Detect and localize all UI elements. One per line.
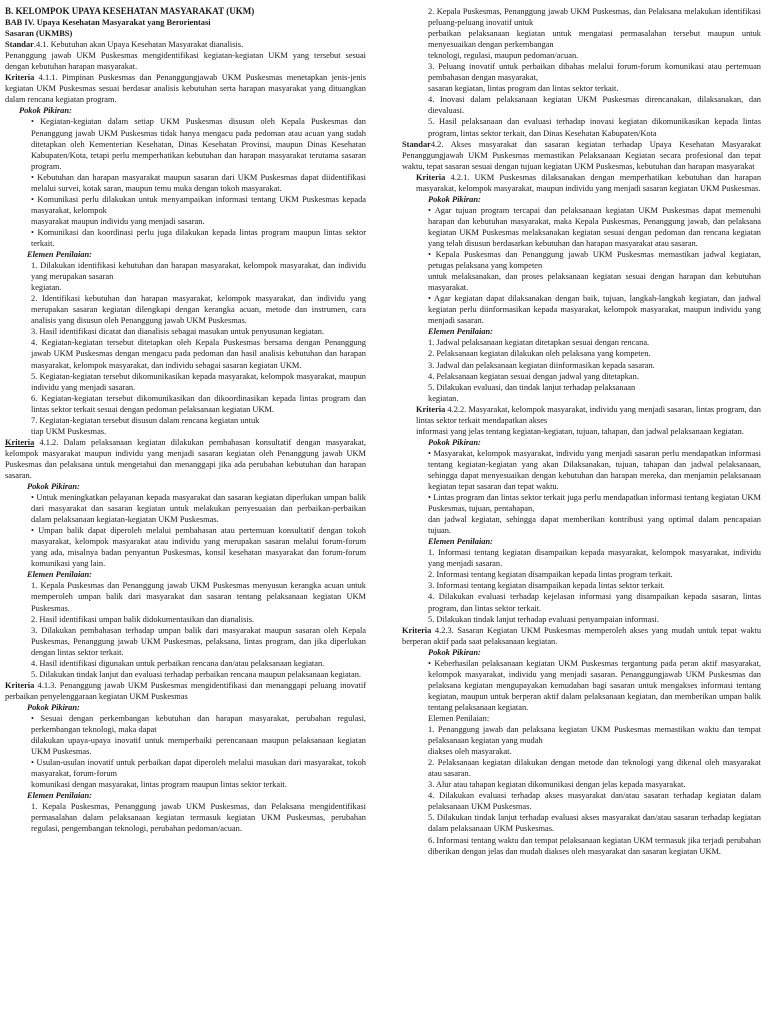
elemen-item: 5. Hasil pelaksanaan dan evaluasi terhadap inovasi kegiatan dikomunikasikan kepada lintas program, lintas sektor terkait, dan Dinas Kesehatan Kabupaten/Kota (428, 117, 761, 138)
elemen-item: 3. Jadwal dan pelaksanaan kegiatan diinformasikan kepada sasaran. (428, 360, 655, 370)
elemen-item: 1. Informasi tentang kegiatan disampaikan kepada masyarakat, kelompok masyarakat, individu yang menjadi sasaran. (428, 548, 761, 569)
elemen-item: 2. Kepala Puskesmas, Penanggung jawab UKM Puskesmas, dan Pelaksana melakukan identifikasi peluang-peluang inovatif untuk (428, 7, 761, 28)
elemen-item: 4. Dilakukan evaluasi terhadap akses masyarakat dan/atau sasaran terhadap kegiatan dalam pelaksanaan UKM Puskesmas. (428, 791, 761, 812)
pokok-pikiran-label: Pokok Pikiran: (27, 702, 80, 712)
pokok-pikiran-item: • Umpan balik dapat diperoleh melalui pembahasan atau pertemuan konsultatif dengan tokoh masyarakat, kelompok masyarakat atau individu yang merupakan sasaran melalui forum-forum yang ada, misalnya badan penyantun Puskesmas, konsil kesehatan masyarakat dan forum-forum komunikasi yang lain. (31, 526, 366, 569)
elemen-item: 2. Identifikasi kebutuhan dan harapan masyarakat, kelompok masyarakat, dan individu yang merupakan sasaran kegiatan dilengkapi dengan kerangka acuan, metode dan instrumen, cara analisis yang disusun oleh Penanggung jawab UKM Puskesmas. (31, 294, 366, 326)
pokok-pikiran-item: • Masyarakat, kelompok masyarakat, individu yang menjadi sasaran perlu mendapatkan informasi tentang kegiatan-kegiatan yang akan Dilaksanakan, tujuan, tahapan dan jadwal pelaksanaan, sehingga dapat menyesuaikan dengan kebutuhan dan harapan mereka, dan menjamin pelaksanaan kegiatan tepat sasaran dan tepat waktu. (428, 448, 761, 492)
pokok-pikiran-item: • Komunikasi dan koordinasi perlu juga dilakukan kepada lintas program maupun lintas sektor terkait. (31, 227, 366, 248)
pokok-pikiran-item: • Usulan-usulan inovatif untuk perbaikan dapat diperoleh melalui masukan dari masyarakat, tokoh masyarakat, forum-forum (31, 758, 366, 779)
elemen-item: 4. Inovasi dalam pelaksanaan kegiatan UKM Puskesmas direncanakan, dilaksanakan, dan dievaluasi. (428, 95, 761, 116)
criteria-4-1-2 (5, 437, 366, 481)
elemen-item: 5. Dilakukan tindak lanjut terhadap evaluasi akses masyarakat dan/atau sasaran terhadap kegiatan dalam pelaksanaan UKM Puskesmas. (428, 813, 761, 834)
elemen-item: 4. Dilakukan evaluasi terhadap kejelasan informasi yang disampaikan kepada sasaran, lintas program, dan lintas sektor terkait. (428, 592, 761, 613)
criteria-label: Kriteria (416, 404, 446, 414)
standard-body: Penanggung jawab UKM Puskesmas mengidentifikasi kegiatan-kegiatan UKM yang tersebut sesuai dengan kebutuhan harapan masyarakat. (5, 51, 366, 72)
elemen-item: kegiatan. (31, 283, 62, 293)
criteria-text-cont: informasi yang jelas tentang kegiatan-kegiatan, tujuan, tahapan, dan jadwal pelaksanaan kegiatan. (416, 426, 744, 436)
criteria-text: 4.1.3. Penanggung jawab UKM Puskesmas mengidentifikasi dan menanggapi peluang inovatif perbaikan penyelenggaraan kegiatan UKM Puskesmas (5, 680, 366, 701)
elemen-item: 2. Informasi tentang kegiatan disampaikan kepada lintas program terkait. (428, 570, 673, 580)
standard-4-1 (5, 39, 366, 50)
pokok-pikiran-item: untuk melaksanakan, dan proses pelaksanaan kegiatan sesuai dengan harapan dan kebutuhan masyarakat. (428, 272, 761, 293)
criteria-text: 4.1.2. Dalam pelaksanaan kegiatan dilakukan pembahasan konsultatif dengan masyarakat, kelompok masyarakat maupun individu yang menjadi sasaran kegiatan oleh Penanggung jawab UKM Puskesmas dan pelaksana untuk mengetahui dan menanggapi jika ada perubahan kebutuhan dan harapan sasaran. (5, 437, 366, 480)
elemen-item: 2. Hasil identifikasi umpan balik didokumentasikan dan dianalisis. (31, 614, 255, 624)
criteria-4-2-3 (402, 625, 761, 647)
elemen-item: 5. Kegiatan-kegiatan tersebut dikomunikasikan kepada masyarakat, kelompok masyarakat, maupun individu yang menjadi sasaran. (31, 371, 366, 392)
elemen-item: teknologi, regulasi, maupun pedoman/acuan. (428, 51, 579, 61)
elemen-item: kegiatan. (428, 393, 459, 403)
elemen-item: 5. Dilakukan tindak lanjut dan evaluasi terhadap perbaikan rencana maupun pelaksanaan kegiatan. (31, 669, 361, 679)
pokok-pikiran-item: komunikasi dengan masyarakat, lintas program maupun lintas sektor terkait. (31, 780, 287, 790)
standard-text: .4.1. Kebutuhan akan Upaya Kesehatan Masyarakat dianalisis. (33, 40, 244, 50)
elemen-item: diakses oleh masyarakat. (428, 747, 512, 757)
pokok-pikiran-item: • Lintas program dan lintas sektor terkait juga perlu mendapatkan informasi tentang kegiatan UKM Puskesmas, tujuan, pentahapan, (428, 493, 761, 514)
pokok-pikiran-item: • Sesuai dengan perkembangan kebutuhan dan harapan masyarakat, perubahan regulasi, perkembangan teknologi, maka dapat (31, 714, 366, 735)
elemen-item: 1. Kepala Puskesmas, Penanggung jawab UKM Puskesmas, dan Pelaksana mengidentifikasi permasalahan dalam pelaksanaan kegiatan termasuk kegiatan UKM Puskesmas, perubahan regulasi, pengembangan teknologi, perubahan pedoman/acuan. (31, 802, 366, 834)
elemen-item: 7. Kegiatan-kegiatan tersebut disusun dalam rencana kegiatan untuk (31, 415, 260, 425)
elemen-item: 6. Kegiatan-kegiatan tersebut dikomunikasikan dan dikoordinasikan kepada lintas program dan lintas sektor terkait sesuai dengan pedoman pelaksanaan kegiatan UKM. (31, 393, 366, 414)
elemen-item: 3. Peluang inovatif untuk perbaikan dibahas melalui forum-forum komunikasi atau pertemuan pembahasan dengan masyarakat, (428, 62, 761, 83)
standard-text: 4.2. Akses masyarakat dan sasaran kegiatan terhadap Upaya Kesehatan Masyarakat Penanggungjawab UKM Puskesmas memastikan Pelaksanaan Kegiatan secara profesional dan tepat waktu, tepat sasaran sesuai dengan tujuan kegiatan UKM Puskesmas, kebutuhan dan harapan masyarakat (402, 139, 761, 171)
elemen-item: sasaran kegiatan, lintas program dan lintas sektor terkait. (428, 84, 619, 94)
criteria-text: 4.1.1. Pimpinan Puskesmas dan Penanggungjawab UKM Puskesmas menetapkan jenis-jenis kegiatan UKM Puskesmas sesuai berdasar analisis kebutuhan serta harapan masyarakat yang dituangkan dalam rencana kegiatan program. (5, 73, 367, 105)
pokok-pikiran-item: dan jadwal kegiatan, sehingga dapat memberikan kontribusi yang optimal dalam pencapaian tujuan. (428, 515, 761, 536)
elemen-item: 2. Pelaksanaan kegiatan dilakukan oleh pelaksana yang kompeten. (428, 349, 651, 359)
elemen-item: 1. Jadwal pelaksanaan kegiatan ditetapkan sesuai dengan rencana. (428, 338, 650, 348)
elemen-penilaian-label: Elemen Penilaian: (27, 570, 92, 580)
elemen-item: 3. Dilakukan pembahasan terhadap umpan balik dari masyarakat maupun sasaran oleh Kepala Puskesmas, Penanggung jawab UKM Puskesmas, pelaksana, lintas program, dan jika diperlukan dengan lintas sektor terkait. (31, 625, 366, 657)
criteria-text: 4.2.2. Masyarakat, kelompok masyarakat, individu yang menjadi sasaran, lintas program, dan lintas sektor terkait mendapatkan akses (416, 404, 761, 425)
pokok-pikiran-label: Pokok Pikiran: (428, 437, 481, 447)
pokok-pikiran-item: • Keberhasilan pelaksanaan kegiatan UKM Puskesmas tergantung pada peran aktif masyarakat, kelompok masyarakat, individu yang menjadi sasaran. Penanggungjawab UKM Puskesmas dan pelaksana kegiatan mengupayakan kemudahan bagi sasaran untuk mengakses informasi tentang kegiatan, maupun untuk berperan aktif dalam pelaksanaan kegiatan, dan memberikan umpan balik tentang pelaksanaan kegiatan. (428, 658, 761, 712)
elemen-item: 2. Pelaksanaan kegiatan dilakukan dengan metode dan teknologi yang dikenal oleh masyarakat atau sasaran. (428, 758, 761, 779)
elemen-penilaian-label: Elemen Penilaian: (27, 250, 92, 260)
pokok-pikiran-item: • Kegiatan-kegiatan dalam setiap UKM Puskesmas disusun oleh Kepala Puskesmas dan Penanggung jawab UKM Puskesmas tidak hanya mengacu pada pedoman atau acuan yang sudah ditetapkan oleh Kementerian Kesehatan, Dinas Kesehatan Provinsi, maupun Dinas Kesehatan Kabupaten/Kota, tetapi perlu memperhatikan kebutuhan dan harapan masyarakat terutama sasaran program. (31, 117, 366, 171)
chapter-heading: BAB IV. Upaya Kesehatan Masyarakat yang Berorientasi (5, 18, 211, 28)
elemen-penilaian-label: Elemen Penilaian: (428, 714, 490, 723)
elemen-item: 1. Dilakukan identifikasi kebutuhan dan harapan masyarakat, kelompok masyarakat, dan individu yang merupakan sasaran (31, 261, 366, 282)
elemen-item: 3. Alur atau tahapan kegiatan dikomunikasi dengan jelas kepada masyarakat. (428, 780, 686, 790)
elemen-item: 1. Kepala Puskesmas dan Penanggung jawab UKM Puskesmas menyusun kerangka acuan untuk memperoleh umpan balik dari masyarakat dan sasaran tentang pelaksanaan kegiatan UKM Puskesmas. (31, 581, 366, 613)
criteria-text: 4.2.1. UKM Puskesmas dilaksanakan dengan memperhatikan kebutuhan dan harapan masyarakat, kelompok masyarakat, maupun individu yang menjadi sasaran kegiatan UKM Puskesmas. (416, 172, 762, 193)
right-column (402, 6, 761, 857)
standard-4-2 (402, 139, 761, 172)
elemen-item: perbaikan pelaksanaan kegiatan untuk mengatasi permasalahan tersebut maupun untuk menyesuaikan dengan perkembangan (428, 29, 761, 50)
pokok-pikiran-label: Pokok Pikiran: (27, 482, 80, 492)
pokok-pikiran-label: Pokok Pikiran: (428, 194, 481, 204)
criteria-4-1-3 (5, 680, 366, 702)
elemen-item: 3. Informasi tentang kegiatan disampaikan kepada lintas sektor terkait. (428, 581, 665, 591)
pokok-pikiran-item: • Komunikasi perlu dilakukan untuk menyampaikan informasi tentang UKM Puskesmas kepada masyarakat, kelompok (31, 194, 366, 215)
elemen-item: 5. Dilakukan tindak lanjut terhadap evaluasi penyampaian informasi. (428, 614, 659, 624)
criteria-4-2-1 (402, 172, 761, 194)
elemen-item: 3. Hasil identifikasi dicatat dan dianalisis sebagai masukan untuk penyusunan kegiatan. (31, 327, 325, 337)
criteria-label: Kriteria (416, 172, 446, 182)
pokok-pikiran-label: Pokok Pikiran: (19, 106, 72, 116)
criteria-label: Kriteria (402, 625, 432, 635)
pokok-pikiran-item: masyarakat maupun individu yang menjadi sasaran. (31, 216, 205, 226)
pokok-pikiran-item: • Untuk meningkatkan pelayanan kepada masyarakat dan sasaran kegiatan diperlukan umpan balik dari masyarakat dan sasaran kegiatan untuk melakukan penyesuaian dan perbaikan-perbaikan dalam pelaksanaan kegiatan-kegiatan UKM Puskesmas. (31, 493, 366, 525)
elemen-item: 4. Pelaksanaan kegiatan sesuai dengan jadwal yang ditetapkan. (428, 371, 639, 381)
elemen-item: 5. Dilakukan evaluasi, dan tindak lanjut terhadap pelaksanaan (428, 382, 636, 392)
standard-label: Standar (5, 40, 34, 50)
criteria-4-2-2 (402, 404, 761, 426)
pokok-pikiran-item: • Agar kegiatan dapat dilaksanakan dengan baik, tujuan, langkah-langkah kegiatan, dan jadwal kegiatan perlu diinformasikan kepada masyarakat, kelompok masyarakat, maupun individu yang menjadi sasaran. (428, 294, 761, 326)
section-title: B. KELOMPOK UPAYA KESEHATAN MASYARAKAT (UKM) (5, 6, 255, 16)
elemen-item: 1. Penanggung jawab dan pelaksana kegiatan UKM Puskesmas memastikan waktu dan tempat pelaksanaan kegiatan yang mudah (428, 725, 761, 746)
left-column (5, 6, 366, 835)
elemen-item: tiap UKM Puskesmas. (31, 426, 107, 436)
pokok-pikiran-item: • Agar tujuan program tercapai dan pelaksanaan kegiatan UKM Puskesmas dapat memenuhi harapan dan kebutuhan masyarakat, maka Kepala Puskesmas, Penanggung jawab, dan pelaksana kegiatan UKM Puskesmas melaksanakan kegiatan sesuai dengan pedoman dan rencana kegiatan yang telah disusun berdasarkan kebutuhan dan harapan masyarakat atau sasaran. (428, 205, 761, 248)
elemen-penilaian-label: Elemen Penilaian: (428, 537, 493, 547)
chapter-subheading: Sasaran (UKMBS) (5, 29, 73, 39)
criteria-label: Kriteria (5, 680, 35, 690)
pokok-pikiran-item: dilakukan upaya-upaya inovatif untuk memperbaiki perencanaan maupun pelaksanaan kegiatan UKM Puskesmas. (31, 736, 366, 757)
elemen-item: 4. Kegiatan-kegiatan tersebut ditetapkan oleh Kepala Puskesmas bersama dengan Penanggung jawab UKM Puskesmas dengan mengacu pada pedoman dan hasil analisis kebutuhan dan harapan masyarakat, kelompok masyarakat, dan individu sebagai sasaran kegiatan UKM. (31, 338, 366, 370)
pokok-pikiran-item: • Kepala Puskesmas dan Penanggung jawab UKM Puskesmas memastikan jadwal kegiatan, petugas pelaksana yang kompeten (428, 250, 761, 271)
criteria-text: 4.2.3. Sasaran Kegiatan UKM Puskesmas memperoleh akses yang mudah untuk tepat waktu berperan aktif pada saat pelaksanaan kegiatan. (402, 625, 762, 646)
criteria-label: Kriteria (5, 73, 35, 83)
criteria-label: Kriteria (5, 437, 35, 447)
pokok-pikiran-label: Pokok Pikiran: (428, 647, 481, 657)
criteria-4-1-1 (5, 72, 366, 105)
elemen-penilaian-label: Elemen Penilaian: (428, 327, 493, 337)
elemen-item: 4. Hasil identifikasi digunakan untuk perbaikan rencana dan/atau pelaksanaan kegiatan. (31, 658, 325, 668)
standard-label: Standar (402, 139, 431, 149)
pokok-pikiran-item: • Kebutuhan dan harapan masyarakat maupun sasaran dari UKM Puskesmas dapat diidentifikasi melalui survei, kotak saran, maupun temu muka dengan tokoh masyarakat. (31, 172, 366, 193)
elemen-item: 6. Informasi tentang waktu dan tempat pelaksanaan kegiatan UKM termasuk jika terjadi perubahan diberikan dengan jelas dan mudah diakses oleh masyarakat dan sasaran kegiatan UKM. (428, 835, 761, 856)
elemen-penilaian-label: Elemen Penilaian: (27, 791, 92, 801)
